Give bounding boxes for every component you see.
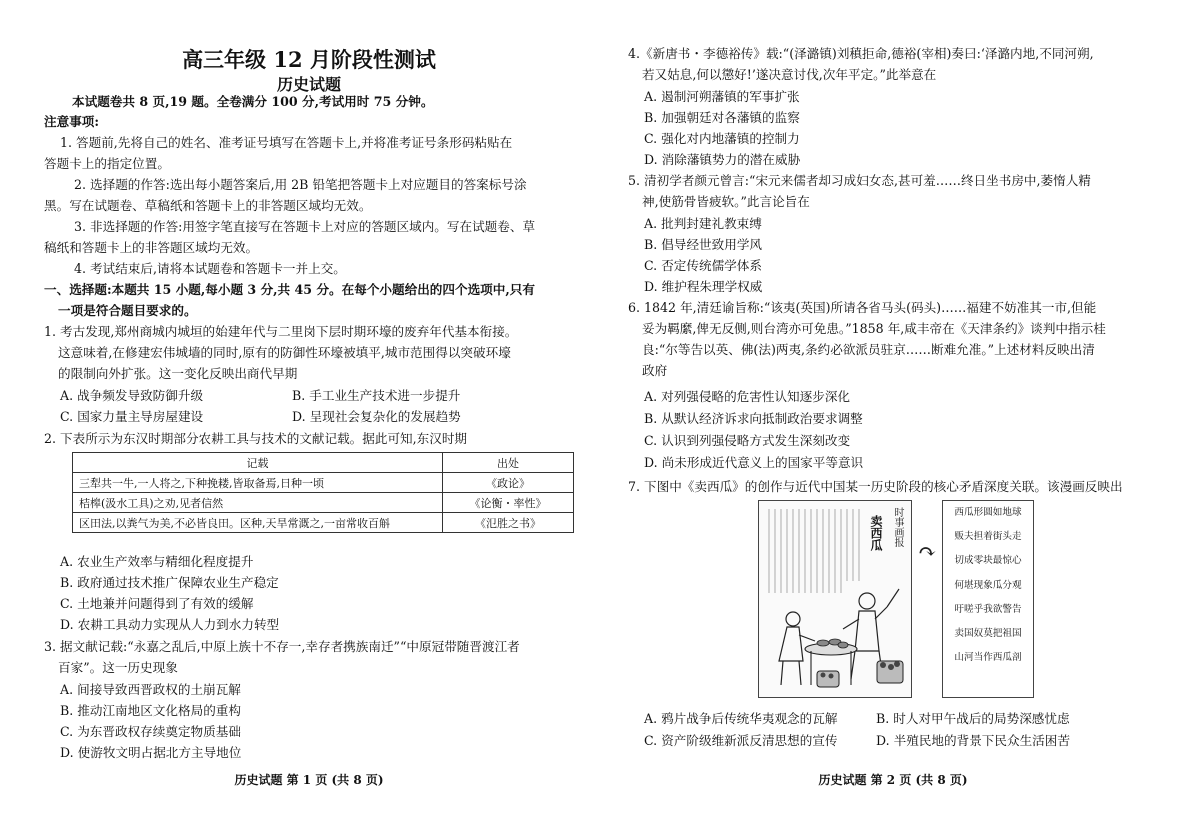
notice-line: 4. 考试结束后,请将本试题卷和答题卡一并上交。 <box>74 261 346 276</box>
q5-option-d[interactable]: D. 维护程朱理学权威 <box>644 279 763 294</box>
q2-option-b[interactable]: B. 政府通过技术推广保障农业生产稳定 <box>60 575 279 590</box>
cartoon-figure <box>758 500 1033 700</box>
q2-option-c[interactable]: C. 土地兼并问题得到了有效的缓解 <box>60 596 254 611</box>
table-cell: 三犁共一牛,一人将之,下种挽耧,皆取备焉,日种一顷 <box>73 473 443 493</box>
q3-option-b[interactable]: B. 推动江南地区文化格局的重构 <box>60 703 241 718</box>
q3-stem: 百家”。这一历史现象 <box>58 660 178 675</box>
table-header: 记载 <box>73 453 443 473</box>
poem-line: 贩夫担着街头走 <box>954 531 1022 543</box>
q6-option-a[interactable]: A. 对列强侵略的危害性认知逐步深化 <box>644 389 851 404</box>
q2-source-table <box>72 452 574 533</box>
notice-line: 答题卡上的指定位置。 <box>44 156 170 171</box>
q6-stem: 良:“尔等告以英、佛(法)两夷,条约必欲派员驻京……断难允准。”上述材料反映出清 <box>642 342 1095 357</box>
table-row <box>73 493 574 513</box>
q1-stem: 1. 考古发现,郑州商城内城垣的始建年代与二里岗下层时期环壕的废弃年代基本衔接。 <box>44 324 518 339</box>
q3-option-a[interactable]: A. 间接导致西晋政权的土崩瓦解 <box>60 682 241 697</box>
q1-option-c[interactable]: C. 国家力量主导房屋建设 <box>60 409 204 424</box>
poem-line: 吁嗟乎我欲警告 <box>954 603 1022 615</box>
table-row <box>73 513 574 533</box>
notice-line: 2. 选择题的作答:选出每小题答案后,用 2B 铅笔把答题卡上对应题目的答案标号涂 <box>74 177 527 192</box>
poem-line: 山河当作西瓜剖 <box>954 652 1022 664</box>
q2-stem: 2. 下表所示为东汉时期部分农耕工具与技术的文献记载。据此可知,东汉时期 <box>44 431 468 446</box>
q6-stem: 6. 1842 年,清廷谕旨称:“该夷(英国)所请各省马头(码头)……福建不妨准其一市,但能 <box>628 300 1097 315</box>
table-cell: 桔槔(汲水工具)之劝,见者信然 <box>73 493 443 513</box>
q6-option-b[interactable]: B. 从默认经济诉求向抵制政治要求调整 <box>644 411 863 426</box>
watermelon-vendor-illustration <box>759 501 911 697</box>
notice-line: 1. 答题前,先将自己的姓名、准考证号填写在答题卡上,并将准考证号条形码粘贴在 <box>60 135 513 150</box>
q4-option-b[interactable]: B. 加强朝廷对各藩镇的监察 <box>644 110 800 125</box>
poem-line: 何堪现象瓜分观 <box>954 579 1022 591</box>
q1-stem: 这意味着,在修建宏伟城墙的同时,原有的防御性环壕被填平,城市范围得以突破环壕 <box>58 345 511 360</box>
q4-stem: 若又姑息,何以懲好!’遂决意讨伐,次年平定。”此举意在 <box>642 67 937 82</box>
q1-option-a[interactable]: A. 战争频发导致防御升级 <box>60 388 204 403</box>
page-footer-right: 历史试题 第 2 页 (共 8 页) <box>818 773 968 787</box>
q4-option-c[interactable]: C. 强化对内地藩镇的控制力 <box>644 131 800 146</box>
exam-subtitle: 历史试题 <box>276 75 341 94</box>
notice-line: 黑。写在试题卷、草稿纸和答题卡上的非答题区域均无效。 <box>44 198 372 213</box>
q6-option-c[interactable]: C. 认识到列强侵略方式发生深刻改变 <box>644 433 851 448</box>
q3-option-d[interactable]: D. 使游牧文明占据北方主导地位 <box>60 745 242 760</box>
cartoon-caption-big: 卖西瓜 <box>869 515 883 551</box>
table-header-row <box>73 453 574 473</box>
q1-stem: 的限制向外扩张。这一变化反映出商代早期 <box>58 366 298 381</box>
q7-stem: 7. 下图中《卖西瓜》的创作与近代中国某一历史阶段的核心矛盾深度关联。该漫画反映出 <box>628 479 1123 494</box>
q6-stem: 政府 <box>642 363 668 378</box>
q5-option-a[interactable]: A. 批判封建礼教束缚 <box>644 216 762 231</box>
page-footer-left: 历史试题 第 1 页 (共 8 页) <box>234 773 384 787</box>
q6-stem: 妥为羁縻,俾无反侧,则台湾亦可免患。”1858 年,咸丰帝在《天津条约》谈判中指示桂 <box>642 321 1106 336</box>
q5-option-c[interactable]: C. 否定传统儒学体系 <box>644 258 762 273</box>
poem-line: 西瓜形圆如地球 <box>954 507 1022 518</box>
notice-line: 稿纸和答题卡上的非答题区域均无效。 <box>44 240 259 255</box>
q6-option-d[interactable]: D. 尚未形成近代意义上的国家平等意识 <box>644 455 864 470</box>
poem-line: 卖国奴莫把祖国 <box>954 628 1022 640</box>
q1-option-b[interactable]: B. 手工业生产技术进一步提升 <box>292 388 461 403</box>
poem-box <box>942 500 1034 698</box>
q5-stem: 5. 清初学者颜元曾言:“宋元来儒者却习成妇女态,甚可羞……终日坐书房中,萎惰人精 <box>628 173 1091 188</box>
table-cell: 区田法,以粪气为美,不必皆良田。区种,天旱常溉之,一亩常收百斛 <box>73 513 443 533</box>
q5-stem: 神,使筋骨皆疲软。”此言论旨在 <box>642 194 810 209</box>
table-cell: 《政论》 <box>443 473 574 493</box>
table-cell: 《氾胜之书》 <box>443 513 574 533</box>
notice-line: 3. 非选择题的作答:用签字笔直接写在答题卡上对应的答题区域内。写在试题卷、草 <box>74 219 536 234</box>
cartoon-image <box>758 500 912 698</box>
table-row <box>73 473 574 493</box>
q4-stem: 4.《新唐书・李德裕传》载:“(泽潞镇)刘稹拒命,德裕(宰相)奏曰:‘泽潞内地,不同河朔, <box>628 46 1094 61</box>
table-cell: 《论衡・率性》 <box>443 493 574 513</box>
q2-option-a[interactable]: A. 农业生产效率与精细化程度提升 <box>60 554 254 569</box>
q2-option-d[interactable]: D. 农耕工具动力实现从人力到水力转型 <box>60 617 280 632</box>
exam-info: 本试题卷共 8 页,19 题。全卷满分 100 分,考试用时 75 分钟。 <box>72 94 434 109</box>
notice-heading: 注意事项: <box>44 114 100 129</box>
exam-title: 高三年级 12 月阶段性测试 <box>182 47 436 72</box>
poem-line: 切成零块最惊心 <box>954 555 1022 567</box>
curved-arrow-icon: ↷ <box>918 540 937 565</box>
q3-stem: 3. 据文献记载:“永嘉之乱后,中原上族十不存一,幸存者携族南迁”“中原冠带随晋渡江者 <box>44 639 520 654</box>
q4-option-a[interactable]: A. 遏制河朔藩镇的军事扩张 <box>644 89 800 104</box>
table-header: 出处 <box>443 453 574 473</box>
q1-option-d[interactable]: D. 呈现社会复杂化的发展趋势 <box>292 409 461 424</box>
section-heading-cont: 一项是符合题目要求的。 <box>58 303 197 318</box>
q4-option-d[interactable]: D. 消除藩镇势力的潜在威胁 <box>644 152 801 167</box>
q3-option-c[interactable]: C. 为东晋政权存续奠定物质基础 <box>60 724 241 739</box>
q5-option-b[interactable]: B. 倡导经世致用学风 <box>644 237 763 252</box>
q7-option-d[interactable]: D. 半殖民地的背景下民众生活困苦 <box>876 733 1070 748</box>
q7-option-b[interactable]: B. 时人对甲午战后的局势深感忧虑 <box>876 711 1070 726</box>
q7-option-c[interactable]: C. 资产阶级维新派反清思想的宣传 <box>644 733 838 748</box>
section-heading: 一、选择题:本题共 15 小题,每小题 3 分,共 45 分。在每个小题给出的四个选项中,只有 <box>44 282 535 297</box>
q7-option-a[interactable]: A. 鸦片战争后传统华夷观念的瓦解 <box>644 711 838 726</box>
cartoon-caption-small: 时事画报 <box>892 507 903 547</box>
